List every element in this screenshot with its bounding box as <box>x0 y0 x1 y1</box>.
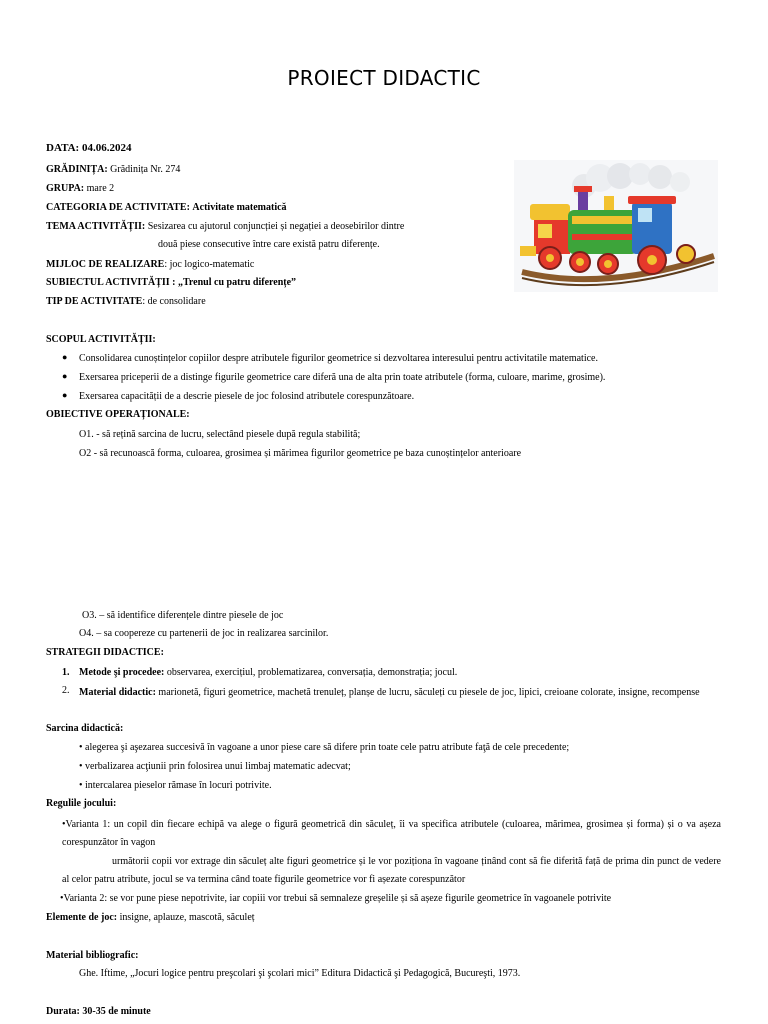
bibliografie-text: Ghe. Iftime, „Jocuri logice pentru preşcolari şi şcolari mici” Editura Didactică şi Pedagogică, Bucureşti, 1973. <box>79 968 521 979</box>
varianta-1: •Varianta 1: un copil din fiecare echipă va alege o figură geometrică din săculeț, îi va specifica atributele (culoarea, mărimea, grosimea și forma) și o va așeza corespunzător în vagon <box>62 819 721 848</box>
obiectiv-o4: O4. – sa coopereze cu partenerii de joc in realizarea sarcinilor. <box>79 628 329 639</box>
bullet-dot-icon: ● <box>62 371 68 381</box>
tema-line: TEMA ACTIVITĂȚII: Sesizarea cu ajutorul conjuncției și negației a deosebirilor dintre <box>46 221 405 232</box>
bullet-dot-icon: ● <box>62 390 68 400</box>
mijloc-line: MIJLOC DE REALIZARE: joc logico-matematic <box>46 259 255 270</box>
sarcina-heading: Sarcina didactică: <box>46 723 124 734</box>
bullet-dot-icon: ● <box>62 352 68 362</box>
bibliografie-heading: Material bibliografic: <box>46 950 139 961</box>
strategii-heading: STRATEGII DIDACTICE: <box>46 647 164 658</box>
sarcina-item-3: • intercalarea pieselor rămase în locuri potrivite. <box>79 780 272 791</box>
material-line: Material didactic: marionetă, figuri geometrice, machetă trenuleț, planșe de lucru, săculeți cu piesele de joc, lipici, creioane colorate, insigne, recompense <box>79 687 700 698</box>
scop-item-1: Consolidarea cunoștințelor copiilor despre atributele figurilor geometrice si dezvoltarea interesului pentru activitatile matematice. <box>79 353 598 364</box>
metode-num: 1. <box>62 667 70 678</box>
categoria-line: CATEGORIA DE ACTIVITATE: Activitate matematică <box>46 202 287 213</box>
obiective-heading: OBIECTIVE OPERAȚIONALE: <box>46 409 190 420</box>
varianta-1-continuare: următorii copii vor extrage din săculeț alte figuri geometrice și le vor poziționa în vagoane ținând cont să fie diferită față de prima din punct de vedere al celor patru atribute, jocul se va termina când toate figurile geometrice vor fi așezate corespunzător <box>62 856 721 885</box>
scop-heading: SCOPUL ACTIVITĂȚII: <box>46 334 156 345</box>
date-line: DATA: 04.06.2024 <box>46 142 132 154</box>
sarcina-item-2: • verbalizarea acţiunii prin folosirea unui limbaj matematic adecvat; <box>79 761 351 772</box>
gradinita-line: GRĂDINIȚA: Grădinița Nr. 274 <box>46 164 181 175</box>
material-num: 2. <box>62 685 70 696</box>
metode-line: Metode şi procedee: observarea, exercițiul, problematizarea, conversația, demonstrația; jocul. <box>79 667 458 678</box>
obiectiv-o2: O2 - să recunoască forma, culoarea, grosimea și mărimea figurilor geometrice pe baza cunoștințelor anterioare <box>79 448 522 459</box>
obiectiv-o3: O3. – să identifice diferențele dintre piesele de joc <box>82 610 284 621</box>
grupa-line: GRUPA: mare 2 <box>46 183 115 194</box>
durata-line: Durata: 30-35 de minute <box>46 1006 151 1017</box>
reguli-heading: Regulile jocului: <box>46 798 117 809</box>
page-title: PROIECT DIDACTIC <box>287 66 481 90</box>
scop-item-3: Exersarea capacității de a descrie piesele de joc folosind atributele corespunzătoare. <box>79 391 415 402</box>
elemente-line: Elemente de joc: insigne, aplauze, mascotă, săculeț <box>46 912 255 923</box>
varianta-2: •Varianta 2: se vor pune piese nepotrivite, iar copiii vor trebui să semnaleze greșelile și să așeze figurile geometrice în vagoanele potrivite <box>60 893 612 904</box>
train-illustration-icon <box>514 160 718 292</box>
tip-line: TIP DE ACTIVITATE: de consolidare <box>46 296 206 307</box>
obiectiv-o1: O1. - să rețină sarcina de lucru, selectând piesele după regula stabilită; <box>79 429 361 440</box>
sarcina-item-1: • alegerea şi aşezarea succesivă în vagoane a unor piese care să difere prin toate cele patru atribute faţă de cele precedente; <box>79 742 570 753</box>
subiect-line: SUBIECTUL ACTIVITĂȚII : „Trenul cu patru diferențe” <box>46 277 297 288</box>
scop-item-2: Exersarea priceperii de a distinge figurile geometrice care diferă una de alta prin toate atributele (forma, culoare, marime, grosime). <box>79 372 606 383</box>
tema-line-2: două piese consecutive între care există patru diferențe. <box>158 239 380 250</box>
